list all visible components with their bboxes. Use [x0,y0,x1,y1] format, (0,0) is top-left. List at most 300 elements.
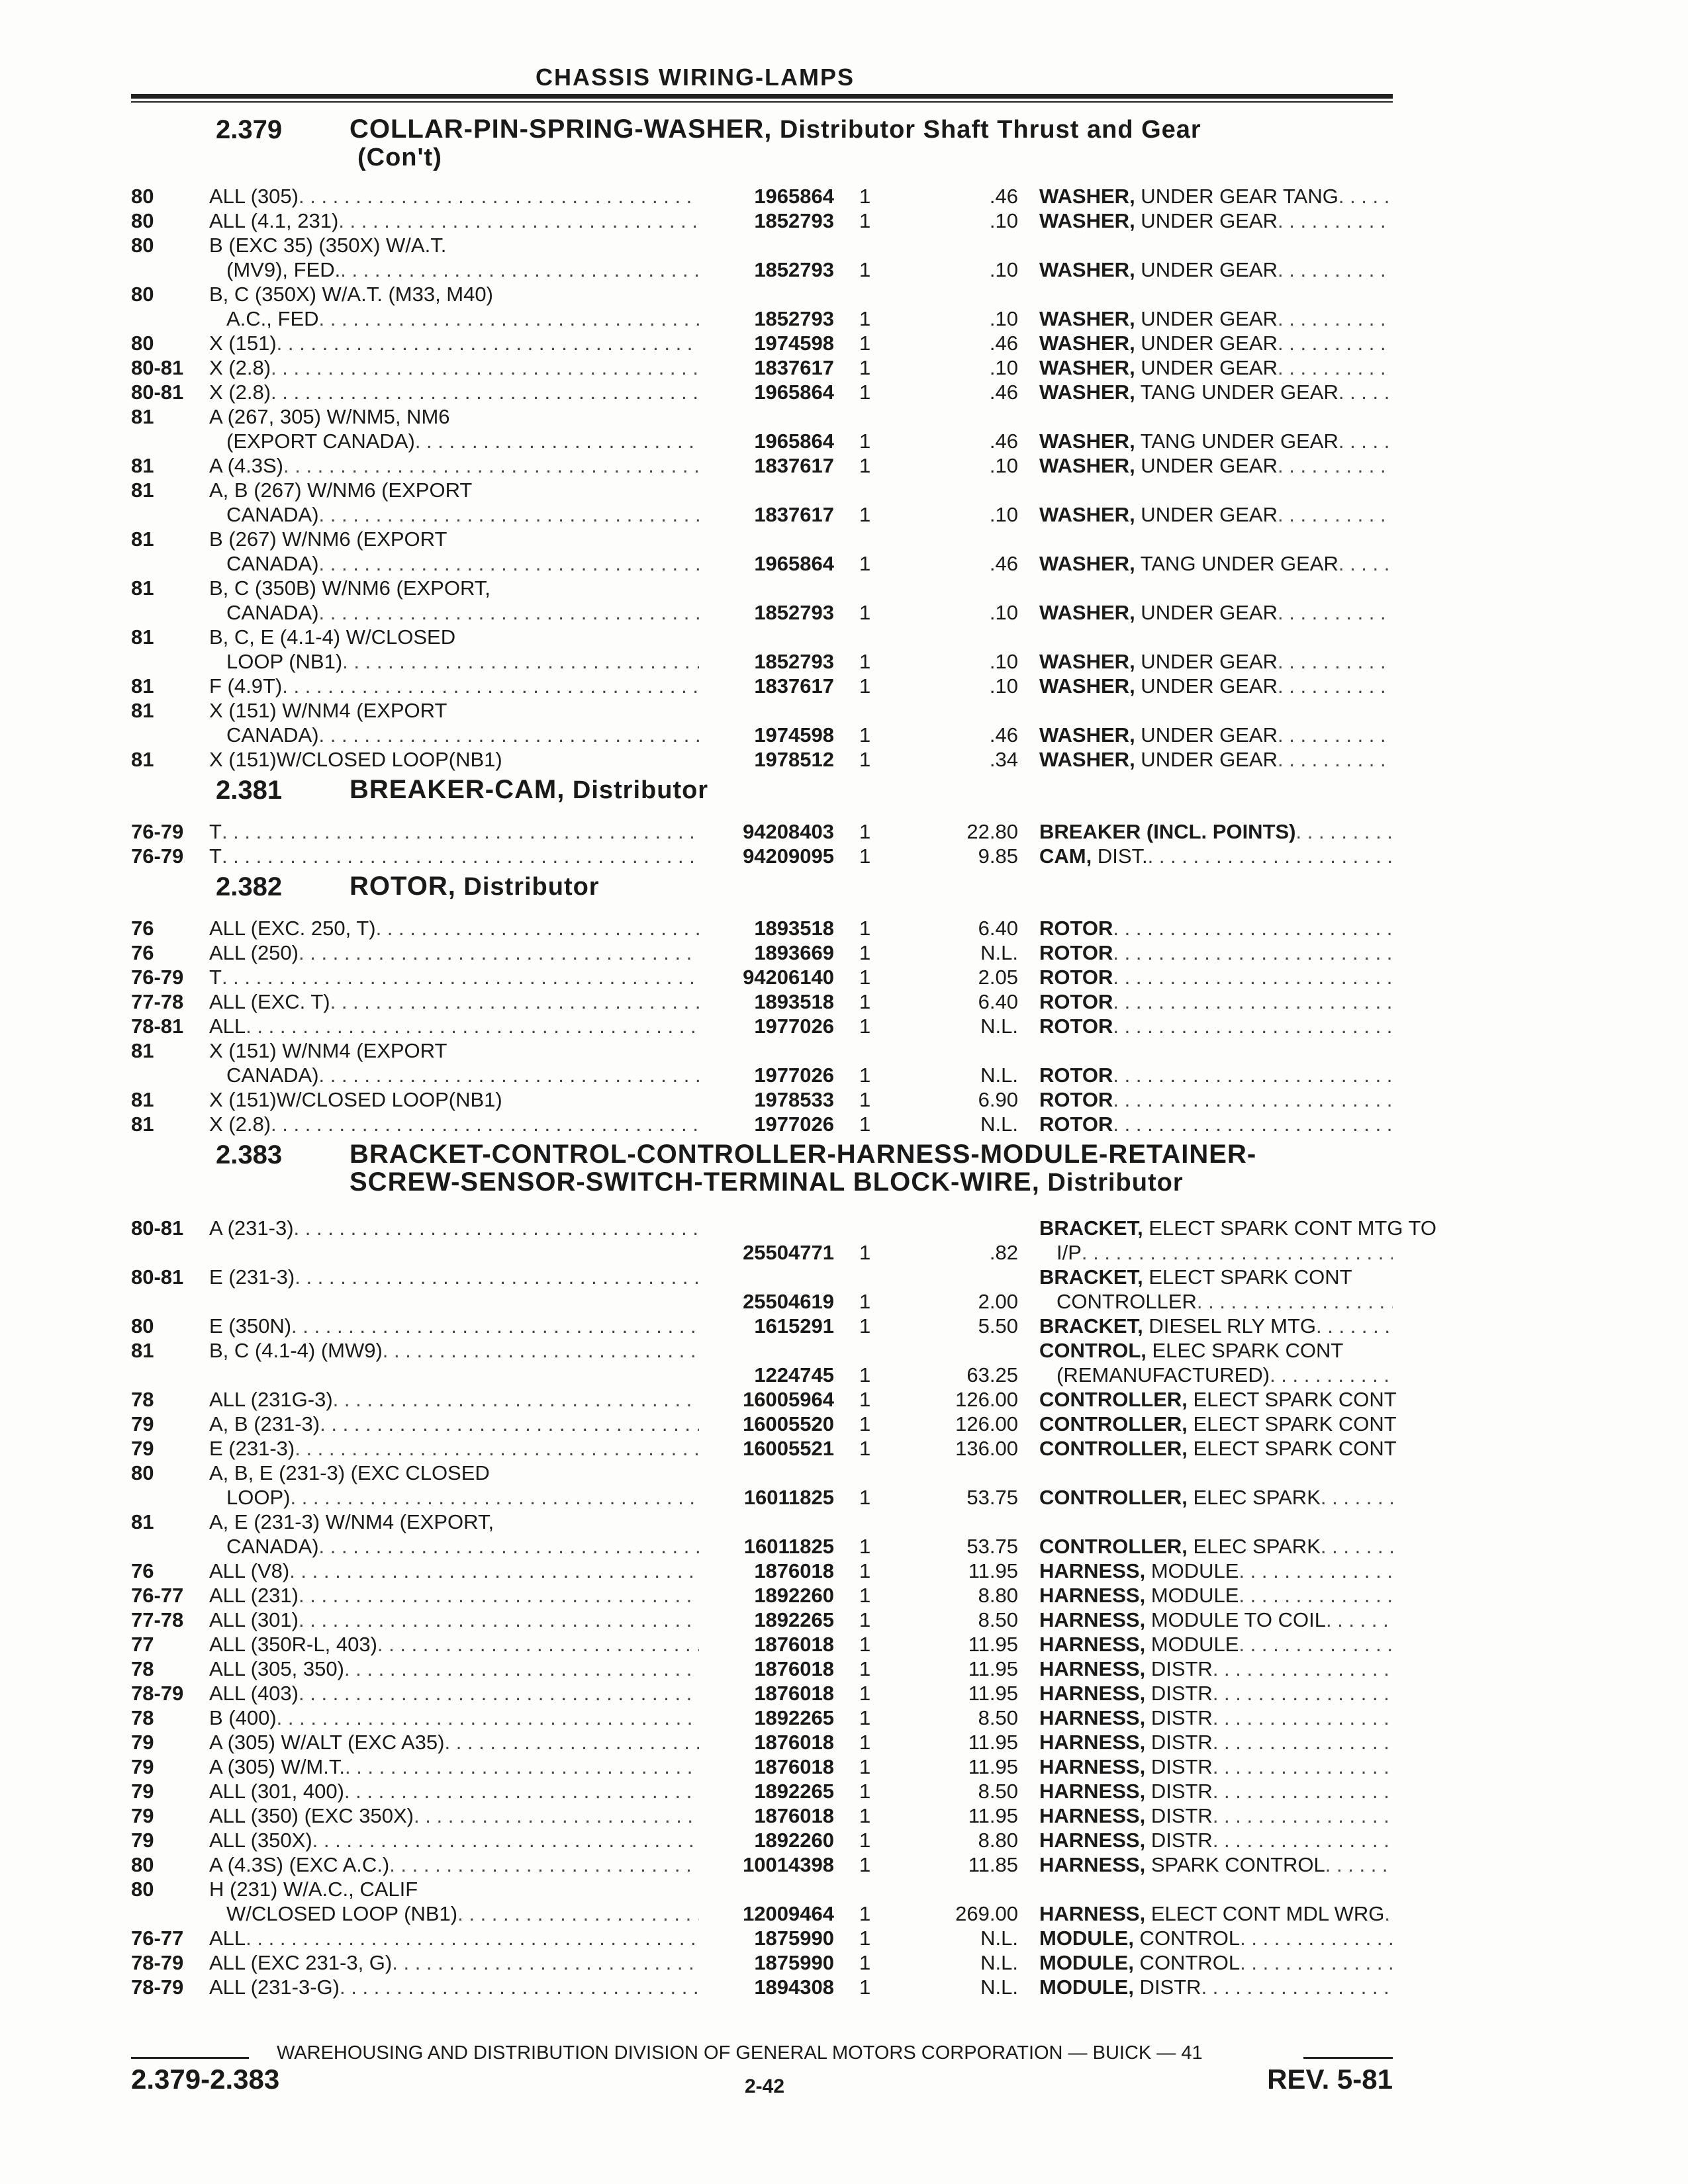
row-price: .10 [989,307,1018,330]
row-quantity: 1 [859,185,871,208]
table-row [131,1387,1397,1412]
description-text [1039,1681,1213,1706]
table-row [131,698,1393,747]
table-row [131,404,1393,453]
description-text [1039,1901,1384,1926]
description-text [1039,965,1113,989]
row-price: .10 [989,601,1018,624]
row-price: .46 [989,381,1018,404]
row-description [1039,429,1393,453]
application-text: ALL (305) [209,185,299,208]
row-part-number: 1852793 [754,650,834,673]
row-quantity: 1 [859,332,871,355]
row-part-number: 1965864 [754,381,834,404]
row-quantity: 1 [859,1682,871,1705]
description-keyword: HARNESS, [1039,1608,1146,1631]
description-text [1039,1387,1397,1412]
row-description [1039,940,1393,965]
row-quantity: 1 [859,1976,871,1999]
description-text [1039,989,1113,1014]
description-text [1039,1265,1352,1289]
row-years: 81 [131,527,154,551]
table-row [131,1754,1393,1779]
description-keyword: ROTOR [1039,990,1113,1013]
row-description [1039,1338,1393,1387]
row-years: 76-79 [131,820,184,843]
row-quantity: 1 [859,844,871,868]
row-application [209,184,699,208]
row-quantity: 1 [859,209,871,232]
row-years: 81 [131,576,154,600]
description-keyword: WASHER, [1039,552,1135,575]
description-text [1039,649,1278,674]
row-description [1039,819,1393,844]
row-description [1039,1926,1393,1950]
row-years: 78 [131,1388,154,1411]
application-text: E (231-3) [209,1437,295,1460]
application-text: CANADA) [226,503,319,526]
row-years: 76 [131,917,154,940]
description-keyword: HARNESS, [1039,1682,1146,1705]
description-keyword: WASHER, [1039,723,1135,747]
row-application [209,380,699,404]
row-part-number: 1892260 [754,1584,834,1607]
row-price: 126.00 [955,1412,1018,1435]
application-text: T [209,844,222,868]
row-quantity: 1 [859,1657,871,1680]
row-part-number: 1615291 [754,1314,834,1338]
row-years: 81 [131,454,154,477]
row-price: .46 [989,552,1018,575]
row-price: .46 [989,430,1018,453]
description-rest: ELECT SPARK CONT [1143,1265,1352,1289]
row-price: 8.50 [978,1706,1018,1729]
application-text: A, B, E (231-3) (EXC CLOSED [209,1461,490,1484]
row-application [209,1877,699,1926]
row-price: 2.05 [978,966,1018,989]
row-years: 81 [131,674,154,698]
description-rest: DISTR [1145,1780,1213,1803]
description-text [1039,1754,1213,1779]
row-part-number: 1852793 [754,601,834,624]
description-keyword: HARNESS, [1039,1829,1146,1852]
row-price: .10 [989,209,1018,232]
description-text [1039,429,1338,453]
application-text: A (4.3S) (EXC A.C.) [209,1853,390,1876]
row-price: 6.40 [978,990,1018,1013]
description-keyword: CONTROLLER, [1039,1437,1188,1460]
application-text: H (231) W/A.C., CALIF [209,1878,418,1901]
row-quantity: 1 [859,1804,871,1827]
row-description [1039,1412,1397,1436]
row-application [209,1265,699,1289]
description-keyword: ROTOR [1039,1064,1113,1087]
description-keyword: WASHER, [1039,258,1135,281]
row-quantity: 1 [859,1755,871,1778]
row-application [209,1681,699,1706]
row-description [1039,1314,1393,1338]
row-part-number: 1837617 [754,503,834,526]
row-price: .46 [989,185,1018,208]
application-text: A (4.3S) [209,454,283,477]
row-quantity: 1 [859,990,871,1013]
table-row [131,1950,1393,1975]
description-keyword: MODULE, [1039,1927,1134,1950]
row-quantity: 1 [859,430,871,453]
description-keyword: HARNESS, [1039,1780,1146,1803]
row-price: 6.40 [978,917,1018,940]
row-quantity: 1 [859,1706,871,1729]
description-rest: DIESEL RLY MTG [1143,1314,1317,1338]
table-row [131,747,1393,772]
description-keyword: HARNESS, [1039,1706,1146,1729]
application-text: CANADA) [226,1535,319,1558]
row-application [209,916,699,940]
row-part-number: 1974598 [754,332,834,355]
description-text [1039,551,1338,576]
row-description [1039,1014,1393,1038]
description-rest: UNDER GEAR [1135,454,1278,477]
application-text: X (2.8) [209,381,271,404]
row-part-number: 1876018 [754,1755,834,1778]
application-text: B, C (350X) W/A.T. (M33, M40) [209,283,493,306]
row-years: 79 [131,1437,154,1460]
description-keyword: BREAKER (INCL. POINTS) [1039,820,1296,843]
row-years: 77-78 [131,1608,184,1631]
row-years: 78 [131,1657,154,1680]
application-text: ALL (350X) [209,1829,312,1852]
description-text [1039,1063,1113,1087]
row-description [1039,1950,1393,1975]
section-title-main: ROTOR, [350,872,456,901]
table-row [131,1779,1393,1803]
table-row [131,527,1393,576]
section-title [350,872,600,901]
application-text: ALL (231G-3) [209,1388,333,1411]
row-description [1039,1583,1393,1608]
row-years: 78 [131,1706,154,1729]
application-text: E (231-3) [209,1265,295,1289]
application-text: X (2.8) [209,1113,271,1136]
row-price: .10 [989,454,1018,477]
description-rest: SPARK CONTROL [1145,1853,1325,1876]
table-row [131,331,1393,355]
row-part-number: 16005964 [743,1388,834,1411]
row-part-number: 1974598 [754,723,834,747]
description-rest: DISTR [1145,1804,1213,1827]
row-application [209,1412,699,1436]
description-text [1039,380,1338,404]
description-rest: MODULE [1145,1633,1239,1656]
row-part-number: 25504771 [743,1241,834,1264]
description-text [1039,1730,1213,1754]
description-text [1039,916,1113,940]
application-text: X (151) [209,332,277,355]
row-description [1039,355,1393,380]
description-text [1039,502,1278,527]
table-row [131,916,1393,940]
row-quantity: 1 [859,1608,871,1631]
footer-division: WAREHOUSING AND DISTRIBUTION DIVISION OF GENERAL MOTORS CORPORATION — BUICK — 41 [277,2042,1203,2064]
row-description [1039,453,1393,478]
row-quantity: 1 [859,650,871,673]
row-price: N.L. [980,1976,1018,1999]
row-description [1039,1754,1393,1779]
row-years: 80 [131,185,154,208]
row-application [209,331,699,355]
row-price: N.L. [980,1015,1018,1038]
row-years: 77-78 [131,990,184,1013]
row-description [1039,551,1393,576]
application-text: B (267) W/NM6 (EXPORT [209,527,447,551]
application-text: ALL (EXC. T) [209,990,330,1013]
row-years: 76-77 [131,1584,184,1607]
table-row [131,1314,1393,1338]
row-description [1039,1852,1393,1877]
application-text: (EXPORT CANADA) [226,430,415,453]
table-row [131,965,1393,989]
row-application [209,404,699,453]
row-years: 81 [131,1510,154,1533]
section-header [131,111,1393,184]
section-number: 2.383 [216,1140,283,1169]
row-part-number: 1876018 [754,1657,834,1680]
description-text [1039,1926,1240,1950]
row-years: 79 [131,1780,154,1803]
row-application [209,1583,699,1608]
row-part-number: 1892265 [754,1780,834,1803]
description-text [1039,1087,1113,1112]
application-text: B, C (4.1-4) (MW9) [209,1339,383,1362]
row-description [1039,502,1393,527]
section-title-sub: Distributor Shaft Thrust and Gear [772,116,1201,144]
description-rest: UNDER GEAR TANG [1135,185,1338,208]
description-rest: CONTROL [1133,1951,1241,1974]
row-description [1039,1730,1393,1754]
row-application [209,1632,699,1657]
row-part-number: 1837617 [754,356,834,379]
row-application [209,1950,699,1975]
table-row [131,355,1393,380]
description-keyword: WASHER, [1039,381,1135,404]
description-text [1039,1014,1113,1038]
row-quantity: 1 [859,601,871,624]
row-part-number: 16005520 [743,1412,834,1435]
row-application [209,674,699,698]
section-title-sub: Distributor [1039,1169,1184,1197]
row-years: 76-79 [131,844,184,868]
description-text [1039,1803,1213,1828]
row-price: 53.75 [966,1535,1018,1558]
table-row [131,1510,1393,1559]
application-text: ALL [209,1927,246,1950]
table-row [131,989,1393,1014]
description-rest: TANG UNDER GEAR [1135,381,1338,404]
table-row [131,282,1393,331]
row-quantity: 1 [859,356,871,379]
row-application [209,1706,699,1730]
application-text: A (231-3) [209,1216,294,1240]
row-price: N.L. [980,1951,1018,1974]
table-row [131,1975,1393,1999]
row-part-number: 1894308 [754,1976,834,1999]
application-text: X (151)W/CLOSED LOOP(NB1) [209,1088,502,1111]
section-title-continued: (Con't) [357,144,442,171]
row-price: 11.95 [968,1755,1018,1778]
description-text [1039,1828,1213,1852]
row-price: 22.80 [966,820,1018,843]
description-text [1039,723,1278,747]
description-rest: MODULE TO COIL [1145,1608,1326,1631]
application-text: ALL (350) (EXC 350X) [209,1804,414,1827]
row-application [209,698,699,747]
description-keyword: BRACKET, [1039,1314,1143,1338]
application-text: ALL (250) [209,941,299,964]
row-description [1039,600,1393,625]
table-row [131,625,1393,674]
row-application [209,233,699,282]
row-application [209,1014,699,1038]
description-rest: TANG UNDER GEAR [1135,430,1338,453]
table-row [131,1265,1393,1314]
description-text [1039,940,1113,965]
section-number: 2.381 [216,776,283,805]
row-quantity: 1 [859,1951,871,1974]
description-text [1039,1583,1239,1608]
row-price: 11.95 [968,1633,1018,1656]
row-years: 76 [131,941,154,964]
description-keyword: HARNESS, [1039,1657,1146,1680]
table-row [131,233,1393,282]
row-quantity: 1 [859,307,871,330]
row-price: 53.75 [966,1486,1018,1509]
row-price: 8.80 [978,1829,1018,1852]
row-quantity: 1 [859,917,871,940]
application-text: B, C (350B) W/NM6 (EXPORT, [209,576,491,600]
application-text: (MV9), FED. [226,258,341,281]
description-rest: DIST. [1092,844,1148,868]
row-part-number: 94206140 [743,966,834,989]
row-description [1039,1803,1393,1828]
row-part-number: 1892265 [754,1706,834,1729]
row-part-number: 1892260 [754,1829,834,1852]
row-years: 81 [131,1339,154,1362]
row-application [209,819,699,844]
section-title-line2: SCREW-SENSOR-SWITCH-TERMINAL BLOCK-WIRE, [350,1167,1040,1197]
row-years: 79 [131,1412,154,1435]
application-text: CANADA) [226,552,319,575]
row-description [1039,1265,1393,1314]
row-price: 11.95 [968,1657,1018,1680]
description-rest: UNDER GEAR [1135,650,1278,673]
description-rest: MODULE [1145,1584,1239,1607]
description-rest: ELECT SPARK CONT [1187,1437,1397,1460]
description-keyword: WASHER, [1039,650,1135,673]
description-keyword: ROTOR [1039,966,1113,989]
row-application [209,1338,699,1363]
application-text: ALL (350R-L, 403) [209,1633,377,1656]
application-text: A.C., FED [226,307,319,330]
description-keyword: WASHER, [1039,356,1135,379]
row-part-number: 1837617 [754,674,834,698]
description-rest: DISTR [1133,1976,1201,1999]
table-row [131,1014,1393,1038]
row-years: 79 [131,1755,154,1778]
row-quantity: 1 [859,1559,871,1582]
table-row [131,1087,1393,1112]
description-rest: CONTROL [1133,1927,1241,1950]
description-keyword: WASHER, [1039,601,1135,624]
table-row [131,844,1393,868]
row-description [1039,916,1393,940]
description-text [1039,306,1278,331]
row-application [209,208,699,233]
row-price: 6.90 [978,1088,1018,1111]
row-part-number: 1852793 [754,307,834,330]
application-text: CANADA) [226,1064,319,1087]
row-price: .46 [989,723,1018,747]
description-text [1039,453,1278,478]
row-years: 76-77 [131,1927,184,1950]
section-title-main: COLLAR-PIN-SPRING-WASHER, [350,114,773,144]
row-years: 81 [131,1113,154,1136]
table-row [131,1436,1397,1461]
row-description [1039,1706,1393,1730]
row-price: .82 [989,1241,1018,1264]
row-quantity: 1 [859,1241,871,1264]
description-keyword: HARNESS, [1039,1633,1146,1656]
row-application [209,1657,699,1681]
row-application [209,625,699,674]
row-description [1039,1681,1393,1706]
description-text [1039,1852,1325,1877]
description-rest: UNDER GEAR [1135,503,1278,526]
application-text: A (305) W/ALT (EXC A35) [209,1731,445,1754]
table-row [131,453,1393,478]
table-row [131,1730,1393,1754]
section-number: 2.379 [216,115,283,144]
description-text [1039,1338,1343,1363]
application-text: T [209,820,222,843]
description-keyword: CONTROLLER, [1039,1486,1188,1509]
row-application [209,1387,699,1412]
description-text [1039,1706,1213,1730]
row-application [209,1975,699,1999]
row-description [1039,1828,1393,1852]
table-row [131,819,1393,844]
row-application [209,1216,699,1240]
application-text: ALL (305, 350) [209,1657,344,1680]
row-years: 80 [131,1314,154,1338]
row-price: 9.85 [978,844,1018,868]
table-row [131,1828,1393,1852]
row-application [209,282,699,331]
row-years: 78-81 [131,1015,184,1038]
table-row [131,1412,1397,1436]
table-row [131,1608,1393,1632]
row-description [1039,380,1393,404]
row-description [1039,1436,1397,1461]
application-text: W/CLOSED LOOP (NB1) [226,1902,458,1925]
description-rest: UNDER GEAR [1135,209,1278,232]
description-rest: UNDER GEAR [1135,307,1278,330]
description-rest: ELECT SPARK CONT [1187,1388,1397,1411]
application-text: X (151) W/NM4 (EXPORT [209,1039,447,1062]
row-part-number: 1893518 [754,990,834,1013]
row-part-number: 1965864 [754,552,834,575]
row-part-number: 1224745 [754,1363,834,1387]
row-years: 80-81 [131,1265,184,1289]
